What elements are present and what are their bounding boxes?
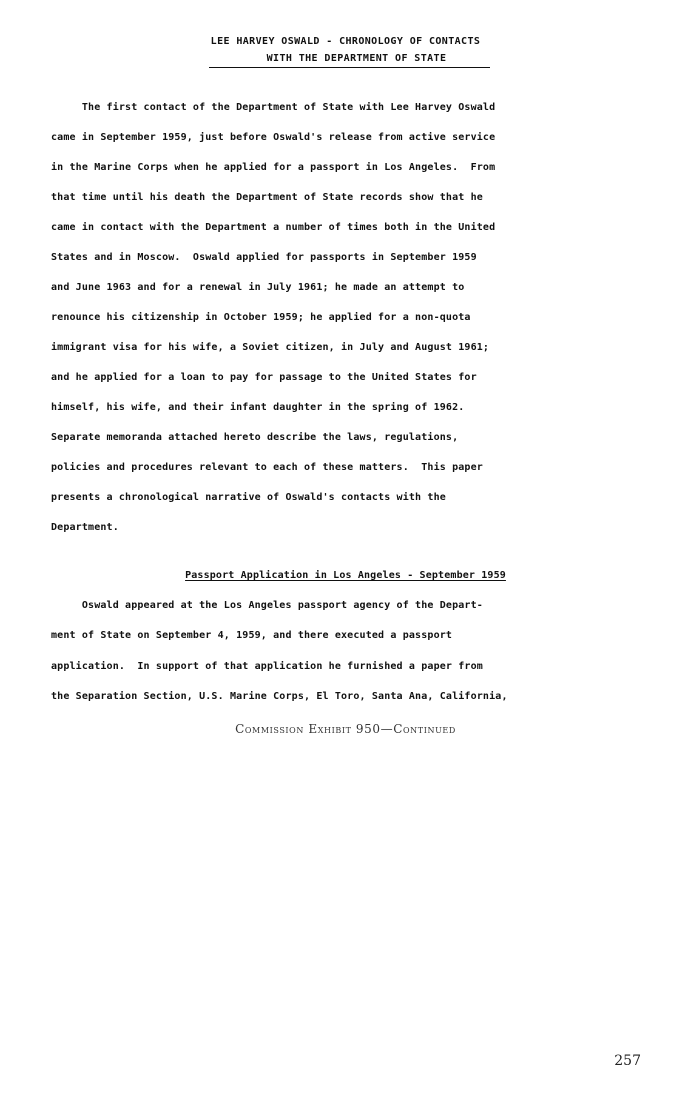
text-line: in the Marine Corps when he applied for a passport in Los Angeles. From — [51, 162, 496, 173]
text-line: The first contact of the Department of State with Lee Harvey Oswald — [51, 102, 496, 113]
section-heading-container — [0, 570, 691, 581]
text-line: States and in Moscow. Oswald applied for passports in September 1959 — [51, 252, 477, 263]
exhibit-caption: Commission Exhibit 950—Continued — [235, 722, 456, 736]
text-line: presents a chronological narrative of Oswald's contacts with the — [51, 492, 446, 503]
text-line: ment of State on September 4, 1959, and there executed a passport — [51, 630, 453, 642]
page-number: 257 — [614, 1053, 641, 1069]
text-line: Separate memoranda attached hereto describe the laws, regulations, — [51, 432, 459, 443]
text-line: the Separation Section, U.S. Marine Corps, El Toro, Santa Ana, California, — [51, 690, 508, 702]
text-line: came in contact with the Department a number of times both in the United — [51, 222, 496, 233]
section-heading: Passport Application in Los Angeles - September 1959 — [185, 570, 506, 581]
title-line-2: WITH THE DEPARTMENT OF STATE — [209, 50, 491, 68]
document-title — [0, 33, 691, 68]
text-line: that time until his death the Department of State records show that he — [51, 192, 483, 203]
text-line: Oswald appeared at the Los Angeles passport agency of the Depart- — [51, 600, 483, 611]
text-line: policies and procedures relevant to each of these matters. This paper — [51, 462, 483, 473]
text-line: and he applied for a loan to pay for passage to the United States for — [51, 372, 477, 383]
text-line: renounce his citizenship in October 1959; he applied for a non-quota — [51, 312, 471, 323]
text-line: application. In support of that application he furnished a paper from — [51, 660, 483, 672]
text-line: Department. — [51, 522, 119, 533]
text-line: came in September 1959, just before Oswald's release from active service — [51, 132, 496, 143]
text-line: himself, his wife, and their infant daughter in the spring of 1962. — [51, 402, 465, 413]
title-line-1: LEE HARVEY OSWALD - CHRONOLOGY OF CONTACTS — [210, 36, 481, 47]
text-line: immigrant visa for his wife, a Soviet citizen, in July and August 1961; — [51, 342, 490, 353]
text-line: and June 1963 and for a renewal in July 1961; he made an attempt to — [51, 282, 465, 293]
